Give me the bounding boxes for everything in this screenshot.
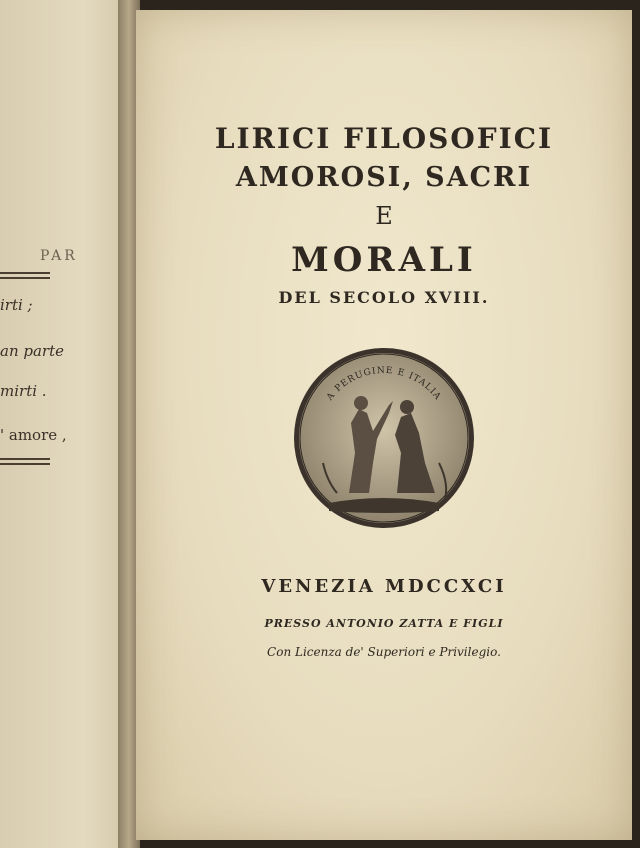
imprint-publisher: PRESSO ANTONIO ZATTA E FIGLI — [264, 617, 504, 630]
title-page — [136, 10, 632, 840]
medallion-inscription: A PERUGINE E ITALIA — [325, 365, 443, 403]
title-line-2: AMOROSI, SACRI — [235, 162, 533, 193]
title-line-4: MORALI — [291, 240, 477, 280]
left-text-line: mirti . — [0, 382, 47, 400]
title-line-5: DEL SECOLO XVIII. — [278, 288, 490, 307]
imprint-license: Con Licenza de' Superiori e Privilegio. — [267, 645, 501, 659]
left-text-line: ' amore , — [0, 426, 67, 444]
title-line-3: E — [375, 202, 393, 230]
title-line-1: LIRICI FILOSOFICI — [214, 122, 554, 155]
imprint-city-year: VENEZIA MDCCXCI — [261, 576, 507, 597]
left-page-fragment: PAR — [40, 248, 78, 264]
left-rule-top — [0, 272, 50, 274]
left-text-line: irti ; — [0, 296, 33, 314]
left-rule-bottom-2 — [0, 463, 50, 465]
title-block — [136, 122, 632, 307]
engraved-medallion — [289, 343, 479, 533]
left-rule-bottom — [0, 458, 50, 460]
left-text-line: an parte — [0, 342, 64, 360]
left-rule-top-2 — [0, 277, 50, 279]
